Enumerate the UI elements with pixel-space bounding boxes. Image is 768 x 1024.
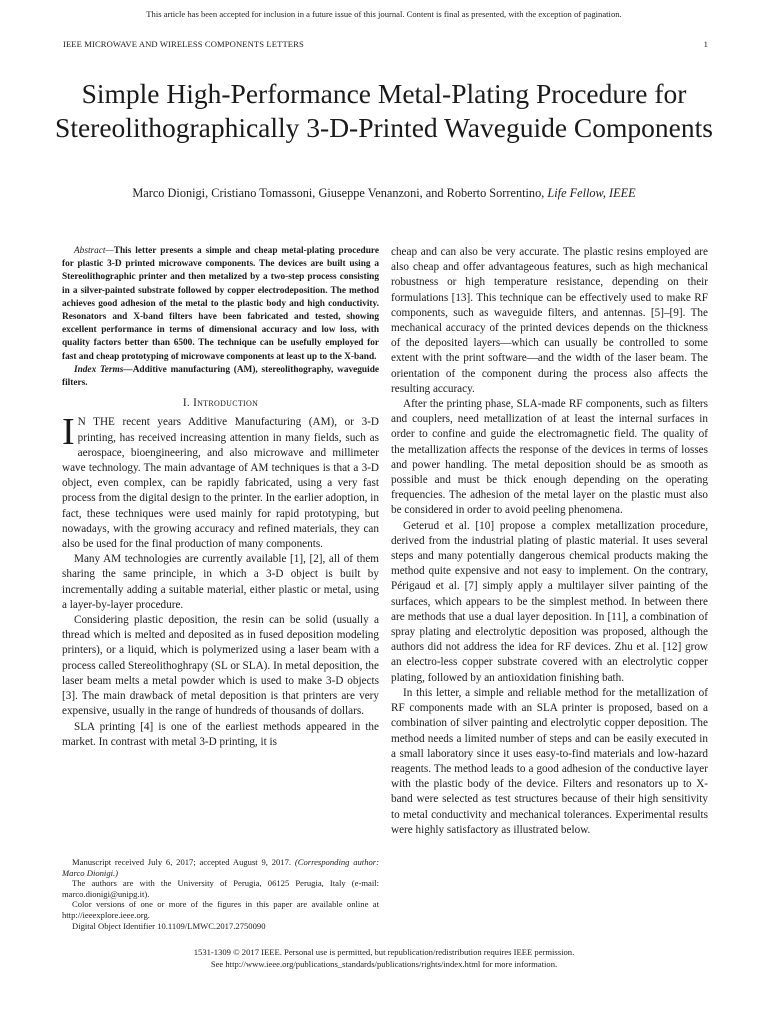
copyright-line-1: 1531-1309 © 2017 IEEE. Personal use is permitted, but republication/redistribution requires IEEE permission. bbox=[193, 947, 575, 957]
acceptance-notice: This article has been accepted for inclusion in a future issue of this journal. Content is final as presented, with the exception of pagination. bbox=[146, 9, 622, 19]
paper-title: Simple High-Performance Metal-Plating Procedure for Stereolithographically 3-D-Printed Waveguide Components bbox=[55, 78, 713, 143]
copyright-notice bbox=[0, 947, 768, 970]
abstract-label: Abstract— bbox=[74, 246, 114, 256]
footnotes bbox=[62, 857, 379, 931]
author-names: Marco Dionigi, Cristiano Tomassoni, Giuseppe Venanzoni, and Roberto Sorrentino, bbox=[132, 186, 545, 200]
right-column bbox=[391, 245, 708, 838]
abstract bbox=[62, 245, 379, 364]
index-terms-text: Additive manufacturing (AM), stereolithography, waveguide filters. bbox=[62, 364, 379, 389]
intro-paragraph-2: Many AM technologies are currently available [1], [2], all of them sharing the same principle, in which a 3-D object is built by incrementally adding a suitable material, either plastic or metal, using a layer-by-layer procedure. bbox=[62, 553, 379, 611]
intro-paragraph-3: Considering plastic deposition, the resin can be solid (usually a thread which is melted and deposited as in fused deposition modeling printers), or a liquid, which is polymerized using a laser beam with a process called Stereolithoghrapy (SL or SLA). In metal deposition, the laser beam melts a metal powder which is used to make 3-D objects [3]. The main drawback of metal deposition is that printers are very expensive, usually in the range of hundreds of thousands of dollars. bbox=[62, 614, 379, 718]
body-paragraph-2: After the printing phase, SLA-made RF components, such as filters and couplers, need metallization of at least the internal surfaces in order to confine and guide the electromagnetic field. The quality of the metallization affects the response of the devices in terms of losses and power handling. The metal deposition should be as smooth as possible and must be thick enough depending on the operating frequencies. The adhesion of the metal layer on the plastic must also be considered in order to avoid peeling phenomena. bbox=[391, 398, 708, 517]
body-paragraph-1: cheap and can also be very accurate. The plastic resins employed are also cheap and offer advantageous features, such as high mechanical robustness or high temperature resistance, depending on their formulations [13]. This technique can be effectively used to make RF components, such as waveguide filters, and antennas. [5]–[9]. The mechanical accuracy of the printed devices depends on the thickness of the deposited layers—which can usually be controlled to some extent with the print software—and the width of the laser beam. The orientation of the component during the process also affects the resulting accuracy. bbox=[391, 246, 708, 395]
section-numeral: I. bbox=[182, 397, 190, 410]
footnote-corresponding: (Corresponding author: Marco Dionigi.) bbox=[62, 857, 379, 878]
intro-paragraph-4: SLA printing [4] is one of the earliest methods appeared in the market. In contrast with metal 3-D printing, it is bbox=[62, 720, 379, 748]
footnote-color: Color versions of one or more of the figures in this paper are available online at http://ieeexplore.ieee.org. bbox=[62, 899, 379, 920]
page-number: 1 bbox=[703, 39, 708, 49]
index-terms bbox=[62, 364, 379, 390]
footnote-affiliation: The authors are with the University of Perugia, 06125 Perugia, Italy (e-mail: marco.dionigi@unipg.it). bbox=[62, 878, 379, 899]
author-list bbox=[0, 186, 768, 201]
abstract-text: This letter presents a simple and cheap metal-plating procedure for plastic 3-D printed microwave components. The devices are built using a Stereolithographic printer and then metalized by a two-step process consisting in a silver-painted substrate followed by copper electrodeposition. The method achieves good adhesion of the metal to the plastic body and high conductivity. Resonators and X-band filters have been fabricated and tested, showing excellent performance in terms of dimensional accuracy and low loss, with quality factors better than 6500. The technique can be usefully employed for fast and cheap prototyping of microwave components at least up to the X-band. bbox=[62, 246, 379, 362]
index-terms-label: Index Terms— bbox=[74, 364, 133, 375]
footnote-received bbox=[62, 857, 379, 878]
copyright-line-2: See http://www.ieee.org/publications_standards/publications/rights/index.html for more information. bbox=[210, 958, 558, 969]
footnote-received-text: Manuscript received July 6, 2017; accepted August 9, 2017. bbox=[72, 857, 292, 867]
author-distinction: Life Fellow, IEEE bbox=[547, 186, 636, 200]
section-heading bbox=[62, 396, 379, 411]
section-title: Introduction bbox=[193, 397, 259, 410]
drop-cap: I bbox=[62, 411, 75, 454]
intro-paragraph-1-text: N THE recent years Additive Manufacturing (AM), or 3-D printing, has received increasing attention in many fields, such as aerospace, bioengineering, and also microwave and millimeter wave technology. The main advantage of AM techniques is that a 3-D object, even complex, can be rapidly fabricated, using a very fast process from the digital design to the printer. In the earlier adoption, in fact, these techniques were used mainly for rapid prototyping, but nowadays, with the growing accuracy and refined materials, they can also be used for the final production of many components. bbox=[62, 416, 379, 551]
footnote-doi: Digital Object Identifier 10.1109/LMWC.2017.2750090 bbox=[72, 920, 266, 931]
intro-paragraph-1 bbox=[62, 411, 379, 552]
journal-name: IEEE MICROWAVE AND WIRELESS COMPONENTS LETTERS bbox=[63, 39, 304, 49]
left-column bbox=[62, 245, 379, 750]
body-paragraph-4: In this letter, a simple and reliable method for the metallization of RF components made with an SLA printer is proposed, based on a combination of silver painting and electrolytic copper deposition. The method needs a limited number of steps and can be easily executed in a small laboratory since it uses easy-to-find materials and low-hazard reagents. The method leads to a good adhesion of the conductive layer with the plastic body of the device. Filters and resonators up to X-band were selected as test structures because of their high sensitivity to metal conductivity and mechanical tolerances. Experimental results were highly satisfactory as illustrated below. bbox=[391, 686, 708, 836]
body-paragraph-3: Geterud et al. [10] propose a complex metallization procedure, derived from the industrial plating of plastic material. It uses several steps and many potentially dangerous chemical products making the method quite expensive and not easy to implement. On the contrary, Périgaud et al. [7] simply apply a multilayer silver painting of the surfaces, which appears to be the simplest method. In between there are methods that use a dual layer deposition. In [11], a combination of spray plating and electrolytic deposition was proposed, although the authors did not address the idea for RF devices. Zhu et al. [12] grow an electro-less copper substrate covered with an electrolytic copper plating, followed by an antioxidation finishing bath. bbox=[391, 519, 708, 684]
